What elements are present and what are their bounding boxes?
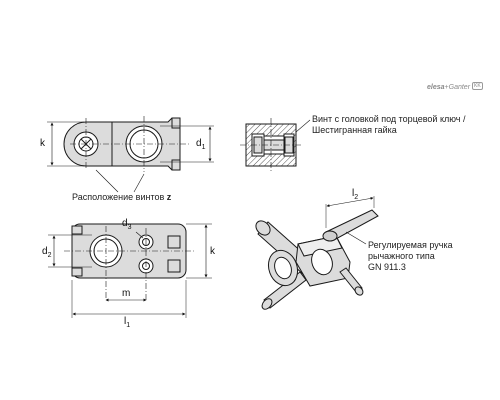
brand-badge: KK (474, 83, 481, 89)
screw-location-label (72, 192, 171, 203)
socket-screw-label-2: Шестигранная гайка (312, 125, 397, 135)
dim-d3-sub: 3 (127, 224, 132, 231)
brand-logo (427, 82, 483, 91)
dim-k-top: k (40, 138, 45, 149)
lever-label-3: GN 911.3 (368, 262, 406, 272)
brand-name-b: +Ganter (444, 84, 471, 91)
dim-d1-sub: 1 (201, 144, 206, 151)
screw-location-text: Расположение винтов (72, 192, 165, 202)
section-view (240, 118, 310, 172)
dim-d1 (196, 138, 205, 153)
dim-d2-letter: d (42, 246, 48, 257)
dim-l1-letter: l (124, 316, 127, 327)
dim-d2 (42, 246, 51, 261)
top-view (47, 116, 214, 192)
brand-name-a: elesa (427, 84, 445, 91)
dim-m: m (122, 288, 131, 299)
dim-d1-letter: d (196, 138, 202, 149)
dim-l2-letter: l (352, 188, 355, 199)
dim-l2-sub: 2 (354, 194, 359, 201)
dim-d3-letter: d (122, 218, 128, 229)
screw-location-var: z (166, 192, 172, 202)
dim-d3 (122, 218, 131, 233)
bottom-view (48, 224, 212, 318)
dim-k-bottom: k (210, 246, 215, 257)
lever-label-2: рычажного типа (368, 251, 435, 261)
socket-screw-label-1: Винт с головкой под торцевой ключ / (312, 114, 466, 124)
dim-l1 (124, 316, 130, 331)
dim-l1-sub: 1 (126, 322, 131, 329)
dim-l2 (352, 188, 358, 203)
dim-d2-sub: 2 (47, 252, 52, 259)
isometric-assembly (253, 196, 378, 311)
lever-label-1: Регулируемая ручка (368, 240, 453, 250)
